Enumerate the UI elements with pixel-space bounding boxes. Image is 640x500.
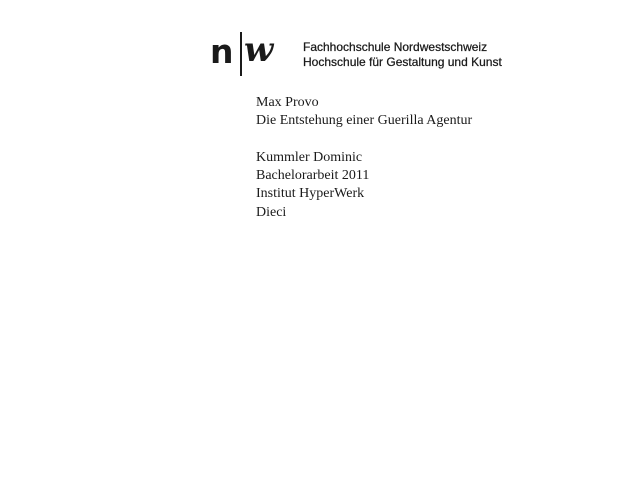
document-author: Kummler Dominic xyxy=(256,149,363,165)
spacer xyxy=(256,131,472,149)
school-name xyxy=(303,40,502,70)
document-info xyxy=(256,94,472,222)
document-institute: Institut HyperWerk xyxy=(256,186,365,202)
document-thesis: Bachelorarbeit 2011 xyxy=(256,168,370,184)
school-name-line-1: Fachhochschule Nordwestschweiz xyxy=(303,40,488,54)
document-group: Dieci xyxy=(256,204,287,220)
school-name-line-2: Hochschule für Gestaltung und Kunst xyxy=(303,55,502,69)
logo-divider xyxy=(240,32,242,76)
document-title: Max Provo xyxy=(256,95,319,110)
header-logo xyxy=(210,32,520,78)
logo-n-mark: n xyxy=(210,32,234,71)
logo-w-mark: w xyxy=(244,30,274,70)
document-subtitle: Die Entstehung einer Guerilla Agentur xyxy=(256,113,473,129)
